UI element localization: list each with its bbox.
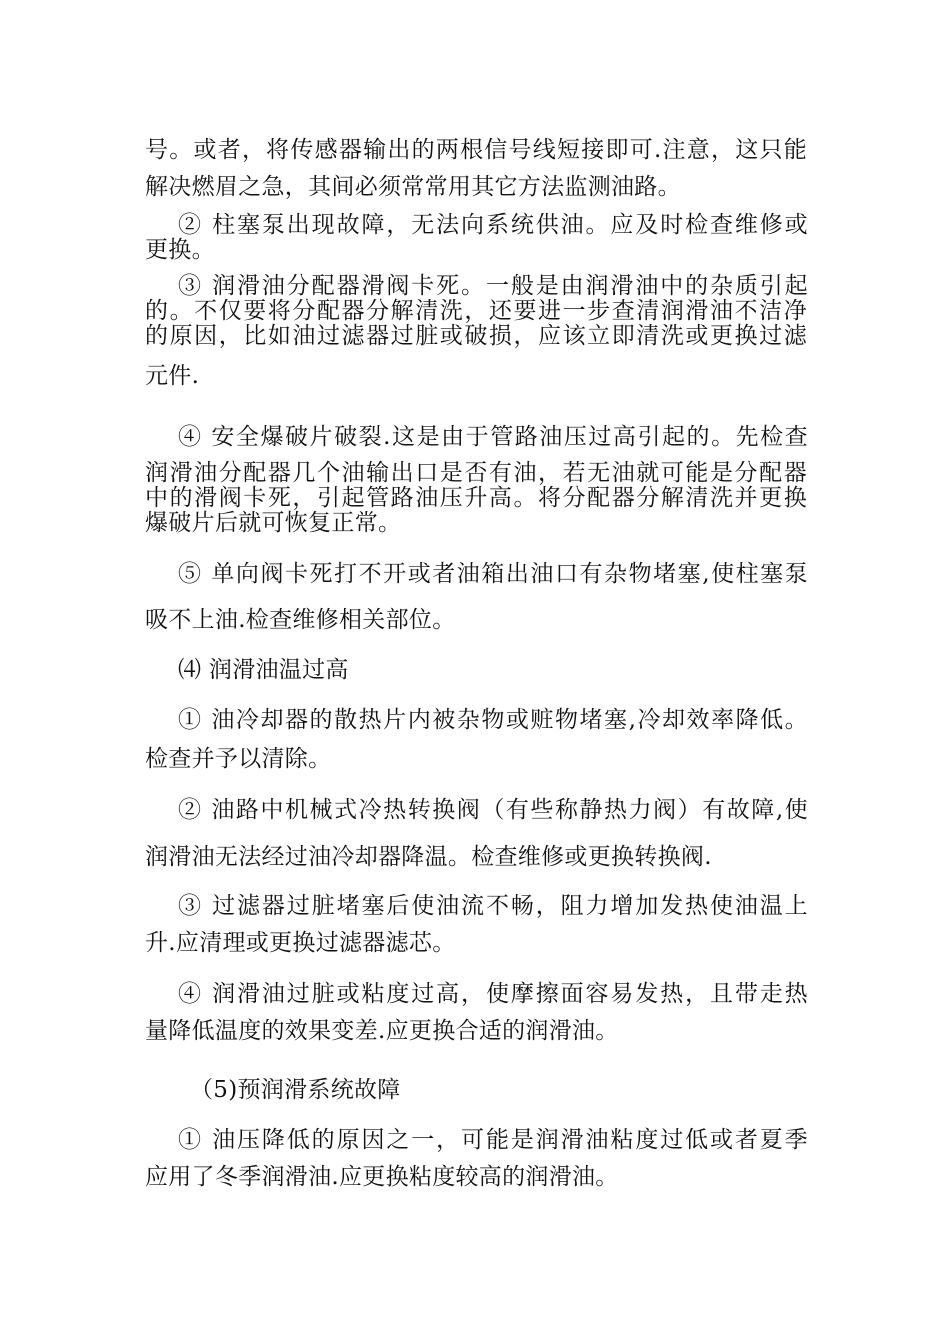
paragraph-line: 润滑油分配器几个油输出口是否有油，若无油就可能是分配器: [145, 460, 807, 486]
section-heading: （5)预润滑系统故障: [190, 1077, 401, 1103]
paragraph-line: ④ 安全爆破片破裂.这是由于管路油压过高引起的。先检查: [178, 424, 808, 450]
paragraph-line: 元件.: [145, 363, 200, 389]
paragraph-line: ③ 润滑油分配器滑阀卡死。一般是由润滑油中的杂质引起: [178, 273, 808, 299]
paragraph-line: ③ 过滤器过脏堵塞后使油流不畅，阻力增加发热使油温上: [178, 893, 808, 919]
section-heading: ⑷ 润滑油温过高: [178, 657, 349, 683]
paragraph-line: 中的滑阀卡死，引起管路油压升高。将分配器分解清洗并更换: [145, 485, 807, 511]
paragraph-line: 号。或者，将传感器输出的两根信号线短接即可.注意，这只能: [145, 137, 807, 163]
paragraph-line: 检查并予以清除。: [145, 746, 332, 772]
paragraph-line: ① 油冷却器的散热片内被杂物或赃物堵塞,冷却效率降低。: [178, 707, 808, 733]
paragraph-line: 量降低温度的效果变差.应更换合适的润滑油。: [145, 1018, 619, 1044]
paragraph-line: 润滑油无法经过油冷却器降温。检查维修或更换转换阀.: [145, 844, 712, 870]
paragraph-line: 应用了冬季润滑油.应更换粘度较高的润滑油。: [145, 1164, 619, 1190]
paragraph-line: 吸不上油.检查维修相关部位。: [145, 607, 456, 633]
paragraph-line: 更换。: [145, 237, 215, 263]
paragraph-line: ⑤ 单向阀卡死打不开或者油箱出油口有杂物堵塞,使柱塞泵: [178, 561, 808, 587]
paragraph-line: ① 油压降低的原因之一，可能是润滑油粘度过低或者夏季: [178, 1127, 808, 1153]
paragraph-line: 的原因，比如油过滤器过脏或破损，应该立即清洗或更换过滤: [145, 323, 807, 349]
paragraph-line: 解决燃眉之急，其间必须常常用其它方法监测油路。: [145, 174, 681, 200]
paragraph-line: ② 柱塞泵出现故障，无法向系统供油。应及时检查维修或: [178, 212, 808, 238]
paragraph-line: ② 油路中机械式冷热转换阀（有些称静热力阀）有故障,使: [178, 797, 808, 823]
paragraph-line: ④ 润滑油过脏或粘度过高，使摩擦面容易发热，且带走热: [178, 981, 808, 1007]
paragraph-line: 升.应清理或更换过滤器滤芯。: [145, 930, 456, 956]
paragraph-line: 爆破片后就可恢复正常。: [145, 510, 402, 536]
paragraph-line: 的。不仅要将分配器分解清洗，还要进一步查清润滑油不洁净: [145, 298, 807, 324]
